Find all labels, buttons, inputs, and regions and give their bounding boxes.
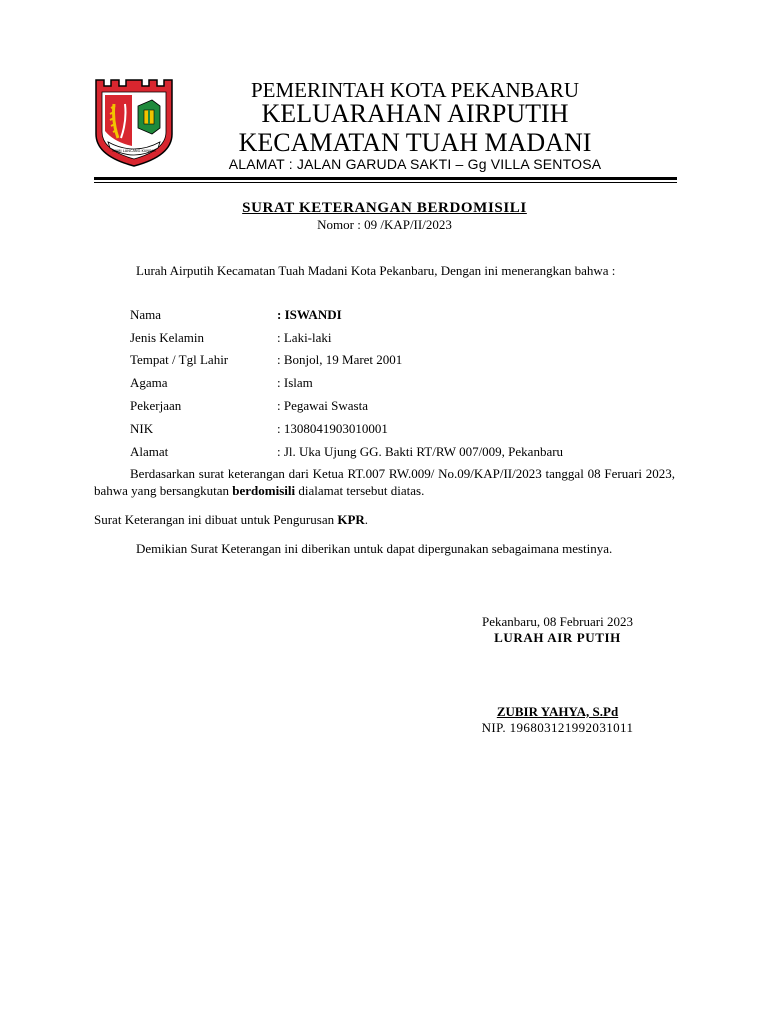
basis-text: Berdasarkan surat keterangan dari Ketua RT.007 RW.009/ No.09/KAP/II/2023 tanggal 08 Feruari 2023, bahwa yang bersangkutan xyxy=(94,466,675,498)
intro-paragraph: Lurah Airputih Kecamatan Tuah Madani Kota Pekanbaru, Dengan ini menerangkan bahwa : xyxy=(136,263,616,278)
letterhead-government: PEMERINTAH KOTA PEKANBARU xyxy=(251,78,579,102)
pekanbaru-city-emblem-icon xyxy=(94,76,174,168)
field-row-tempat-tgl-lahir xyxy=(130,351,402,368)
field-value: : Jl. Uka Ujung GG. Bakti RT/RW 007/009, Pekanbaru xyxy=(277,444,564,459)
field-value: : Pegawai Swasta xyxy=(277,398,368,413)
purpose-paragraph xyxy=(94,511,675,528)
document-number: Nomor : 09 /KAP/II/2023 xyxy=(317,217,452,232)
field-row-agama xyxy=(130,374,313,391)
purpose-text: Surat Keterangan ini dibuat untuk Pengurusan xyxy=(94,512,338,527)
field-value: : ISWANDI xyxy=(277,307,342,322)
field-value: : 1308041903010001 xyxy=(277,421,388,436)
purpose-text-end: . xyxy=(364,512,369,527)
signature-place-date: Pekanbaru, 08 Februari 2023 xyxy=(482,614,633,629)
field-row-alamat xyxy=(130,443,563,460)
field-row-nama xyxy=(130,306,342,323)
signature-name: ZUBIR YAHYA, S.Pd xyxy=(496,704,619,719)
letterhead-kelurahan: KELUARAHAN AIRPUTIH xyxy=(261,99,569,128)
field-label: NIK xyxy=(130,421,154,436)
field-row-jenis-kelamin xyxy=(130,329,332,346)
field-label: Alamat xyxy=(130,444,169,459)
field-label: Agama xyxy=(130,375,168,390)
field-label: Nama xyxy=(130,307,162,322)
field-label: Jenis Kelamin xyxy=(130,330,205,345)
field-row-nik xyxy=(130,420,388,437)
letterhead-kecamatan: KECAMATAN TUAH MADANI xyxy=(238,128,592,157)
document-title: SURAT KETERANGAN BERDOMISILI xyxy=(242,200,527,216)
purpose-emphasis: KPR xyxy=(337,512,365,527)
basis-emphasis: berdomisili xyxy=(232,483,296,498)
field-row-pekerjaan xyxy=(130,397,368,414)
signature-office: LURAH AIR PUTIH xyxy=(494,630,621,645)
field-label: Tempat / Tgl Lahir xyxy=(130,352,229,367)
signature-nip: NIP. 196803121992031011 xyxy=(481,720,634,735)
closing-paragraph: Demikian Surat Keterangan ini diberikan untuk dapat dipergunakan sebagaimana mestinya. xyxy=(136,541,613,556)
emblem-ribbon-text: BUMI LANCANG KUNING xyxy=(112,149,156,153)
field-label: Pekerjaan xyxy=(130,398,182,413)
basis-text-end: dialamat tersebut diatas. xyxy=(295,483,425,498)
basis-paragraph xyxy=(94,465,675,499)
field-value: : Bonjol, 19 Maret 2001 xyxy=(277,352,403,367)
letterhead-rule-thick xyxy=(94,177,677,180)
field-value: : Islam xyxy=(277,375,313,390)
letterhead-rule-thin xyxy=(94,182,677,183)
field-value: : Laki-laki xyxy=(277,330,332,345)
letterhead-address: ALAMAT : JALAN GARUDA SAKTI – Gg VILLA SENTOSA xyxy=(228,156,602,172)
